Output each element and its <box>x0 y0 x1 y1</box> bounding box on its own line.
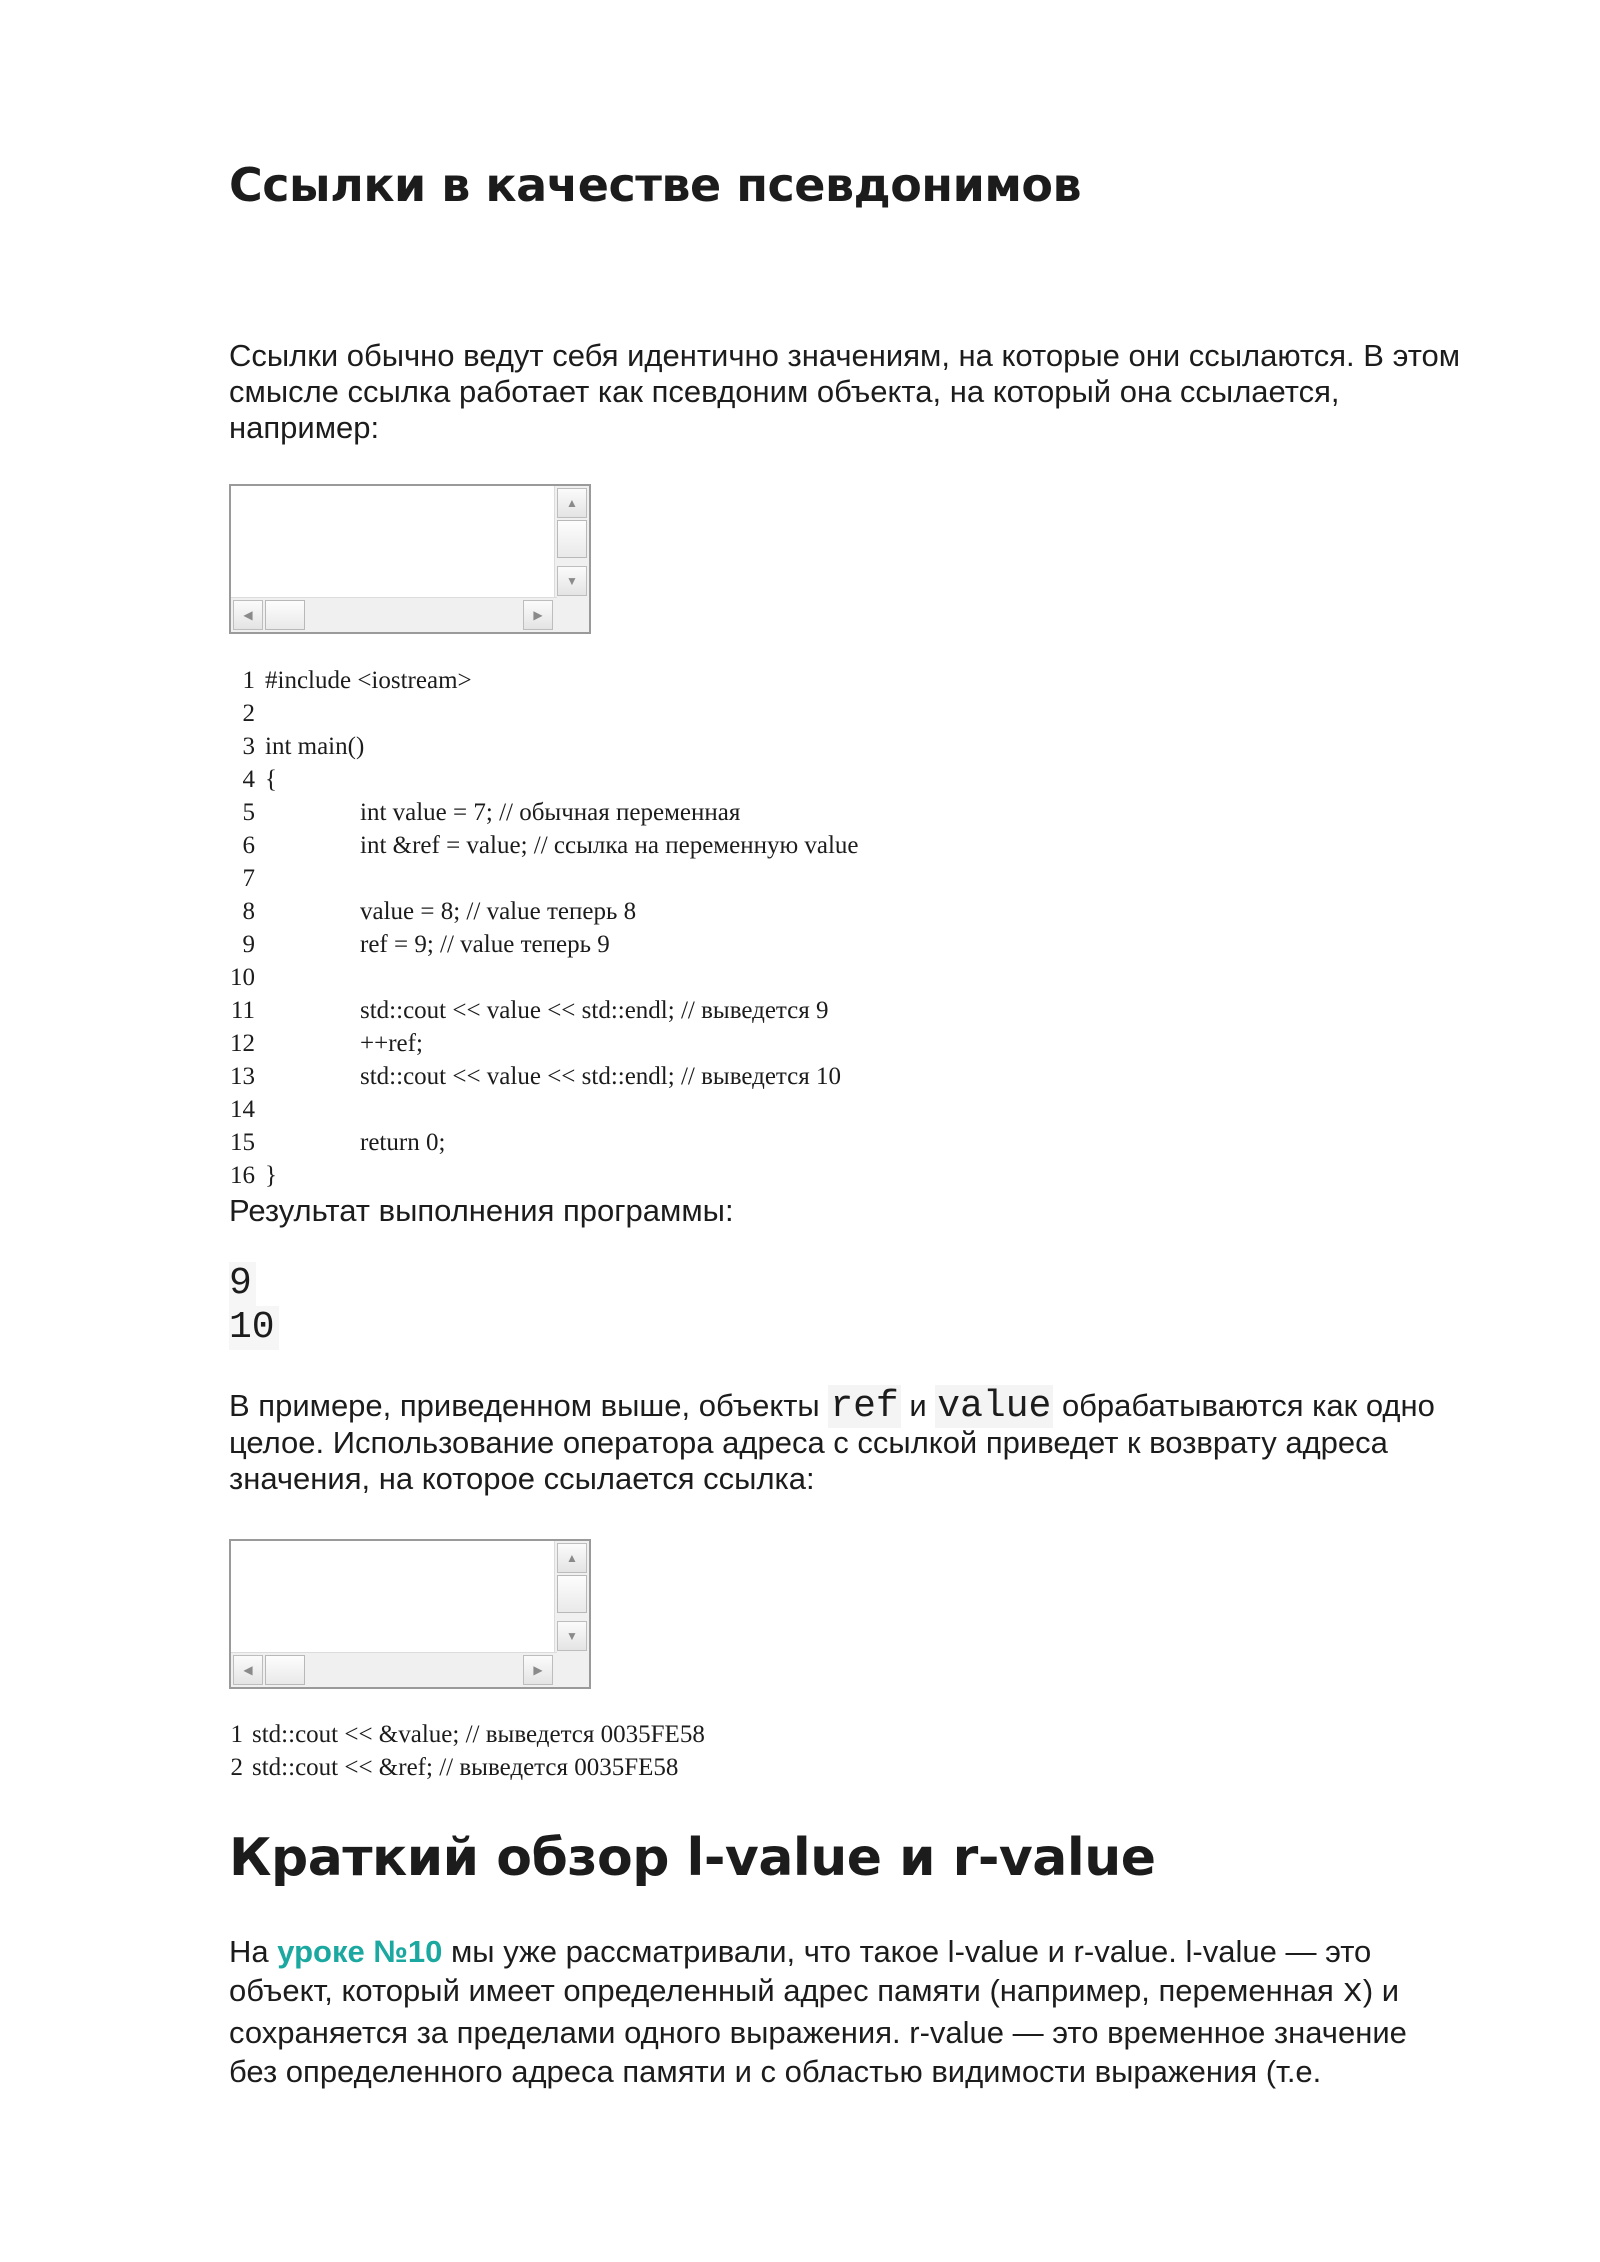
lesson-10-link[interactable]: уроке №10 <box>277 1934 443 1969</box>
code-line <box>229 928 610 961</box>
code-line <box>229 763 277 796</box>
line-number: 2 <box>230 1754 243 1781</box>
code-text: ++ref; <box>360 1030 423 1057</box>
result-label: Результат выполнения программы: <box>229 1193 734 1228</box>
code-line <box>229 1751 679 1784</box>
text: целое. Использование оператора адреса с ссылкой приведет к возврату адреса <box>229 1425 1388 1460</box>
code-line <box>229 1718 705 1751</box>
text: и <box>900 1388 936 1423</box>
text: ) и <box>1362 1973 1400 2008</box>
vertical-scroll-thumb[interactable] <box>557 520 587 558</box>
scroll-down-icon[interactable]: ▼ <box>557 566 587 596</box>
code-line <box>229 1027 423 1060</box>
text: обрабатываются как одно <box>1053 1388 1435 1423</box>
code-line <box>229 697 255 730</box>
code-line <box>229 730 365 763</box>
inline-code-x: x <box>1342 1974 1363 2012</box>
output-line: 10 <box>229 1306 279 1350</box>
code-line <box>229 796 741 829</box>
section-heading-lvalue-rvalue: Краткий обзор l-value и r-value <box>229 1828 1156 1888</box>
code-text: std::cout << &ref; // выведется 0035FE58 <box>252 1754 679 1781</box>
line-number: 15 <box>230 1129 255 1156</box>
scroll-down-icon[interactable]: ▼ <box>557 1621 587 1651</box>
scroll-right-icon[interactable]: ▶ <box>523 600 553 630</box>
line-number: 16 <box>230 1162 255 1189</box>
line-number: 14 <box>230 1096 255 1123</box>
code-listing-2 <box>229 1718 705 1784</box>
code-text: } <box>265 1162 277 1189</box>
scroll-up-icon[interactable]: ▲ <box>557 1543 587 1573</box>
text: объект, который имеет определенный адрес памяти (например, переменная <box>229 1973 1343 2008</box>
code-line <box>229 862 255 895</box>
code-embed-frame[interactable] <box>229 1539 591 1689</box>
code-text: ref = 9; // value теперь 9 <box>360 931 610 958</box>
code-text: int value = 7; // обычная переменная <box>360 799 741 826</box>
code-line <box>229 1060 842 1093</box>
code-text: { <box>265 766 277 793</box>
code-text: return 0; <box>360 1129 446 1156</box>
line-number: 3 <box>242 733 255 760</box>
line-number: 9 <box>242 931 255 958</box>
horizontal-scroll-thumb[interactable] <box>265 600 305 630</box>
line-number: 4 <box>242 766 255 793</box>
line-number: 13 <box>230 1063 255 1090</box>
line-number: 7 <box>242 865 255 892</box>
code-text: int main() <box>265 733 365 760</box>
scrollbar-corner <box>555 598 589 632</box>
scroll-up-icon[interactable]: ▲ <box>557 488 587 518</box>
code-text: int &ref = value; // ссылка на переменную value <box>360 832 859 859</box>
text: мы уже рассматривали, что такое l-value и r-value. l-value — это <box>442 1934 1372 1969</box>
vertical-scrollbar[interactable] <box>554 486 589 598</box>
paragraph-address-of-reference <box>229 1385 1489 1497</box>
code-text: #include <iostream> <box>265 667 472 694</box>
scroll-left-icon[interactable]: ◀ <box>233 600 263 630</box>
line-number: 1 <box>230 1721 243 1748</box>
text: В примере, приведенном выше, объекты <box>229 1388 829 1423</box>
program-output <box>229 1262 279 1350</box>
section-heading-references-as-aliases: Ссылки в качестве псевдонимов <box>229 158 1082 212</box>
line-number: 5 <box>242 799 255 826</box>
horizontal-scroll-thumb[interactable] <box>265 1655 305 1685</box>
code-line <box>229 829 859 862</box>
intro-paragraph: Ссылки обычно ведут себя идентично значениям, на которые они ссылаются. В этом смысле ссылка работает как псевдоним объекта, на который она ссылается, например: <box>229 338 1461 445</box>
scroll-right-icon[interactable]: ▶ <box>523 1655 553 1685</box>
text: без определенного адреса памяти и с областью видимости выражения (т.е. <box>229 2054 1322 2089</box>
code-line <box>229 1093 255 1126</box>
text: сохраняется за пределами одного выражения. r-value — это временное значение <box>229 2015 1407 2050</box>
code-text: std::cout << &value; // выведется 0035FE58 <box>252 1721 705 1748</box>
paragraph-lvalue-rvalue <box>229 1932 1489 2091</box>
line-number: 6 <box>242 832 255 859</box>
line-number: 8 <box>242 898 255 925</box>
code-line <box>229 1126 446 1159</box>
code-line <box>229 1159 277 1192</box>
code-line <box>229 895 637 928</box>
line-number: 12 <box>230 1030 255 1057</box>
output-line: 9 <box>229 1262 256 1306</box>
line-number: 2 <box>242 700 255 727</box>
line-number: 10 <box>230 964 255 991</box>
text: На <box>229 1934 278 1969</box>
scroll-left-icon[interactable]: ◀ <box>233 1655 263 1685</box>
code-line <box>229 994 829 1027</box>
line-number: 11 <box>230 997 255 1024</box>
code-line <box>229 961 255 994</box>
code-text: value = 8; // value теперь 8 <box>360 898 637 925</box>
code-line <box>229 664 472 697</box>
horizontal-scrollbar[interactable] <box>231 597 557 632</box>
vertical-scroll-thumb[interactable] <box>557 1575 587 1613</box>
inline-code-ref: ref <box>830 1385 899 1428</box>
inline-code-value: value <box>937 1385 1052 1428</box>
code-listing-1 <box>229 664 859 1192</box>
code-text: std::cout << value << std::endl; // выведется 10 <box>360 1063 842 1090</box>
code-text: std::cout << value << std::endl; // выведется 9 <box>360 997 829 1024</box>
code-embed-frame[interactable] <box>229 484 591 634</box>
horizontal-scrollbar[interactable] <box>231 1652 557 1687</box>
text: значения, на которое ссылается ссылка: <box>229 1461 815 1496</box>
scrollbar-corner <box>555 1653 589 1687</box>
vertical-scrollbar[interactable] <box>554 1541 589 1653</box>
line-number: 1 <box>242 667 255 694</box>
